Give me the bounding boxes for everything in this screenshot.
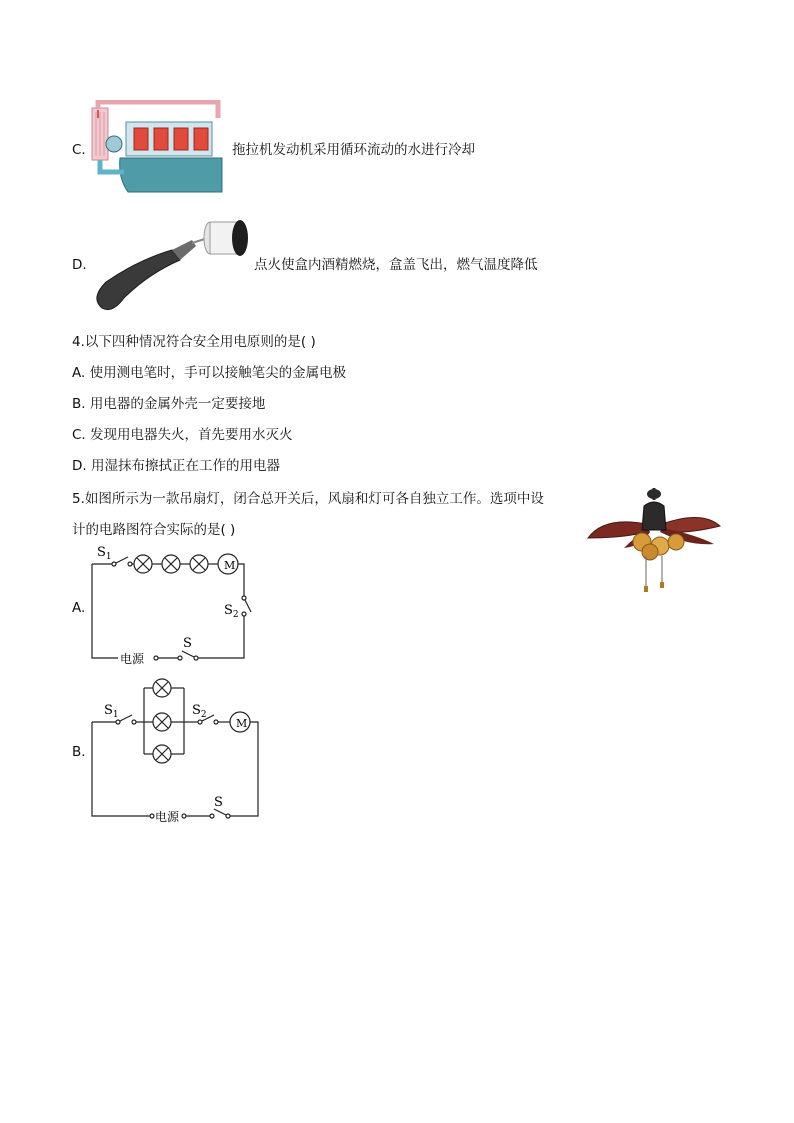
engine-cooling-figure [88,100,230,195]
circuit-a-diagram [86,540,256,668]
q4-option-c: C. 发现用电器失火，首先要用水灭火 [72,427,293,443]
option-c-label: C. [72,142,86,158]
option-d-label: D. [72,257,87,273]
option-d-text: 点火使盒内酒精燃烧，盒盖飞出，燃气温度降低 [254,257,538,273]
q4-option-d: D. 用湿抹布擦拭正在工作的用电器 [72,458,280,474]
q4-stem: 4.以下四种情况符合安全用电原则的是( ) [72,334,316,350]
q5-stem-line1: 5.如图所示为一款吊扇灯，闭合总开关后，风扇和灯可各自独立工作。选项中设 [72,491,544,507]
circuit-b-s1-label: $S_1$ [104,703,119,720]
option-c-text: 拖拉机发动机采用循环流动的水进行冷却 [232,142,475,158]
q4-option-a: A. 使用测电笔时，手可以接触笔尖的金属电极 [72,365,347,381]
circuit-a-s2-label: $S_2$ [224,603,239,620]
igniter-box-figure [88,210,254,316]
circuit-b-source-label: 电源 [155,810,180,824]
q5-stem-line2: 计的电路图符合实际的是( ) [72,522,236,538]
option-b-label: B. [72,744,86,760]
ceiling-fan-figure [584,486,724,596]
circuit-b-s2-label: $S_2$ [192,703,207,720]
circuit-a-source-label: 电源 [120,652,145,666]
circuit-a-s-label: S [183,636,192,651]
q4-option-b: B. 用电器的金属外壳一定要接地 [72,396,266,412]
circuit-b-diagram [86,676,266,826]
circuit-a-s1-label: $S_1$ [97,545,112,562]
circuit-b-motor-label: M [236,717,248,730]
circuit-b-s-label: S [214,795,223,810]
circuit-a-motor-label: M [224,559,236,572]
option-a-label: A. [72,600,86,616]
